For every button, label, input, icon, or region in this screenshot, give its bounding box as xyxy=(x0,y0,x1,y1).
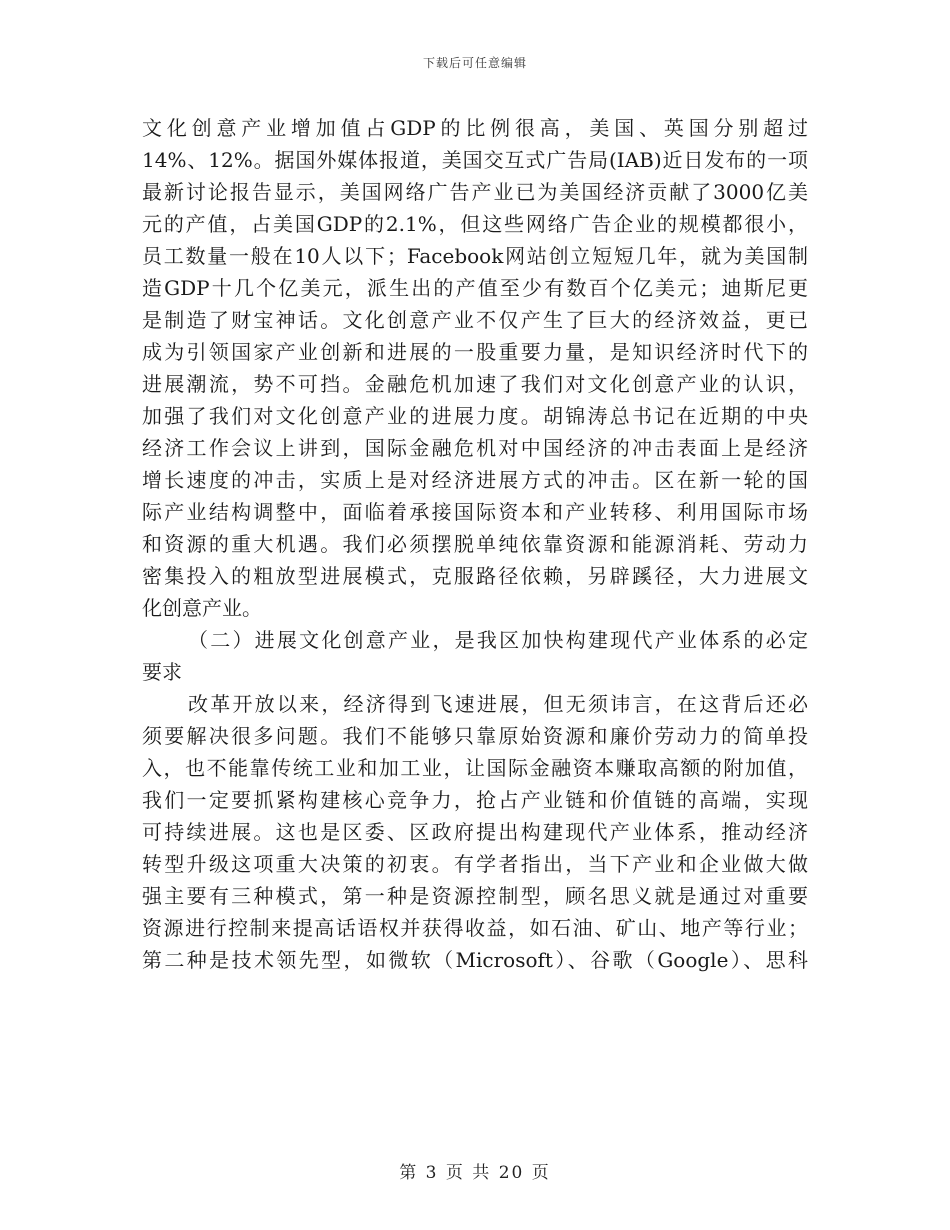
text-line: 须要解决很多问题。我们不能够只靠原始资源和廉价劳动力的简单投 xyxy=(142,724,808,748)
text-line: 文化创意产业增加值占GDP的比例很高，美国、英国分别超过 xyxy=(142,116,808,140)
text-line: 进展潮流，势不可挡。金融危机加速了我们对文化创意产业的认识， xyxy=(142,372,808,396)
text-line: 成为引领国家产业创新和进展的一股重要力量，是知识经济时代下的 xyxy=(142,340,808,364)
text-line: 入，也不能靠传统工业和加工业，让国际金融资本赚取高额的附加值， xyxy=(142,756,808,780)
text-line: 14%、12%。据国外媒体报道，美国交互式广告局(IAB)近日发布的一项 xyxy=(142,148,808,172)
text-line: 我们一定要抓紧构建核心竞争力，抢占产业链和价值链的高端，实现 xyxy=(142,788,808,812)
paragraph-3 xyxy=(142,688,808,976)
document-body xyxy=(142,112,808,976)
text-line: 际产业结构调整中，面临着承接国际资本和产业转移、利用国际市场 xyxy=(142,500,808,524)
text-line: 化创意产业。 xyxy=(142,596,262,620)
text-line: 员工数量一般在10人以下；Facebook网站创立短短几年，就为美国制 xyxy=(142,244,808,268)
text-line: 和资源的重大机遇。我们必须摆脱单纯依靠资源和能源消耗、劳动力 xyxy=(142,532,808,556)
text-line: 第二种是技术领先型，如微软（Microsoft）、谷歌（Google）、思科 xyxy=(142,948,808,972)
text-line: 增长速度的冲击，实质上是对经济进展方式的冲击。区在新一轮的国 xyxy=(142,468,808,492)
page-header: 下载后可任意编辑 xyxy=(422,56,527,70)
page-footer: 第 3 页 共 20 页 xyxy=(399,1163,551,1183)
section-heading xyxy=(142,624,808,688)
paragraph-1 xyxy=(142,112,808,624)
text-line: 元的产值，占美国GDP的2.1%，但这些网络广告企业的规模都很小， xyxy=(142,212,808,236)
text-line: 强主要有三种模式，第一种是资源控制型，顾名思义就是通过对重要 xyxy=(142,884,808,908)
heading-line: 要求 xyxy=(142,660,182,684)
text-line: 转型升级这项重大决策的初衷。有学者指出，当下产业和企业做大做 xyxy=(142,852,808,876)
text-line: 密集投入的粗放型进展模式，克服路径依赖，另辟蹊径，大力进展文 xyxy=(142,564,808,588)
text-line: 最新讨论报告显示，美国网络广告产业已为美国经济贡献了3000亿美 xyxy=(142,180,808,204)
text-line: 改革开放以来，经济得到飞速进展，但无须讳言，在这背后还必 xyxy=(188,692,808,716)
text-line: 造GDP十几个亿美元，派生出的产值至少有数百个亿美元；迪斯尼更 xyxy=(142,276,808,300)
heading-line: （二）进展文化创意产业，是我区加快构建现代产业体系的必定 xyxy=(188,628,808,652)
text-line: 可持续进展。这也是区委、区政府提出构建现代产业体系，推动经济 xyxy=(142,820,808,844)
text-line: 是制造了财宝神话。文化创意产业不仅产生了巨大的经济效益，更已 xyxy=(142,308,808,332)
text-line: 加强了我们对文化创意产业的进展力度。胡锦涛总书记在近期的中央 xyxy=(142,404,808,428)
text-line: 经济工作会议上讲到，国际金融危机对中国经济的冲击表面上是经济 xyxy=(142,436,808,460)
text-line: 资源进行控制来提高话语权并获得收益，如石油、矿山、地产等行业； xyxy=(142,916,808,940)
